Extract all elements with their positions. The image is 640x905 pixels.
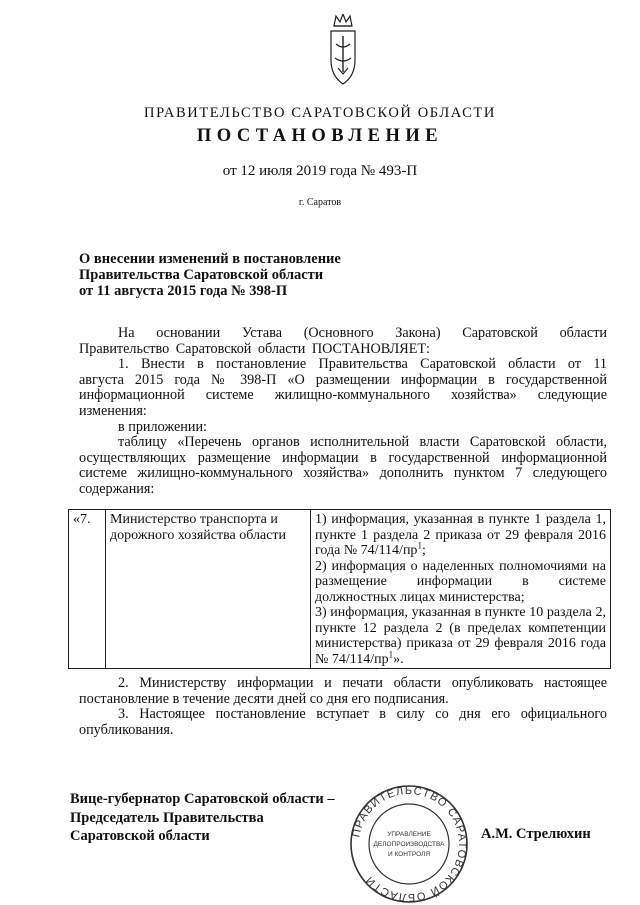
stamp-inner-line-3: И КОНТРОЛЯ <box>387 851 431 858</box>
signatory-name: А.М. Стрелюхин <box>481 826 591 842</box>
document-subject <box>79 251 341 299</box>
subject-line-1: О внесении изменений в постановление <box>79 251 341 267</box>
info-item-3: 3) информация, указанная в пункте 10 раздела 2, пункте 12 раздела 2 (в пределах компетенции министерства) приказа от 29 февраля 2016 года № $74/114/пр^1$». <box>315 605 606 667</box>
signatory-title <box>70 790 335 846</box>
city: г. Саратов <box>298 197 342 208</box>
subject-line-2: Правительства Саратовской области <box>79 267 324 283</box>
coat-of-arms-emblem <box>322 14 364 92</box>
official-stamp <box>345 784 473 905</box>
info-item-1: 1) информация, указанная в пункте 1 раздела 1, пункте 1 раздела 2 приказа от 29 февраля 2016 года № $74/114/пр^1$; <box>315 512 606 558</box>
stamp-inner-line-1: УПРАВЛЕНИЕ <box>387 831 431 838</box>
signatory-line-1: Вице-губернатор Саратовской области – <box>70 791 335 807</box>
appendix-table <box>68 509 611 669</box>
signatory-line-3: Саратовской области <box>70 828 210 844</box>
table-row <box>69 510 611 669</box>
table-intro-paragraph: таблицу «Перечень органов исполнительной власти Саратовской области, осуществляющих размещение информации в государственной информационной системе жилищно-коммунального хозяйства» дополнить пунктом 7 следующего содержания: <box>79 434 607 497</box>
stamp-inner-line-2: ДЕЛОПРОИЗВОДСТВА <box>373 841 445 848</box>
date-and-number: от 12 июля 2019 года № 493-П <box>222 163 418 179</box>
info-item-2: 2) информация о наделенных полномочиями на размещение информации в системе должностных лицах министерства; <box>315 558 606 605</box>
table-cell-number: «7. <box>69 510 106 669</box>
body-text-bottom <box>79 676 607 738</box>
item-2-paragraph: 2. Министерству информации и печати области опубликовать настоящее постановление в течение десяти дней со дня его подписания. <box>79 675 607 707</box>
item-3-paragraph: 3. Настоящее постановление вступает в силу со дня его официального опубликования. <box>79 706 607 738</box>
in-appendix-paragraph: в приложении: <box>118 418 207 435</box>
body-text-top <box>79 326 607 498</box>
table-cell-information <box>311 510 611 669</box>
table-cell-authority: Министерство транспорта и дорожного хозяйства области <box>106 510 311 669</box>
intro-paragraph: На основании Устава (Основного Закона) Саратовской области Правительство Саратовской области ПОСТАНОВЛЯЕТ: <box>79 325 607 357</box>
document-type-title: ПОСТАНОВЛЕНИЕ <box>196 126 444 146</box>
stamp-outer-text: ПРАВИТЕЛЬСТВО САРАТОВСКОЙ ОБЛАСТИ <box>350 784 469 904</box>
subject-line-3: от 11 августа 2015 года № 398-П <box>79 283 288 299</box>
item-1-paragraph: 1. Внести в постановление Правительства Саратовской области от 11 августа 2015 года № 398-П «О размещении информации в государственной информационной системе жилищно-коммунального хозяйства» следующие изменения: <box>79 356 607 419</box>
signatory-line-2: Председатель Правительства <box>70 809 264 826</box>
government-name: ПРАВИТЕЛЬСТВО САРАТОВСКОЙ ОБЛАСТИ <box>144 105 496 121</box>
